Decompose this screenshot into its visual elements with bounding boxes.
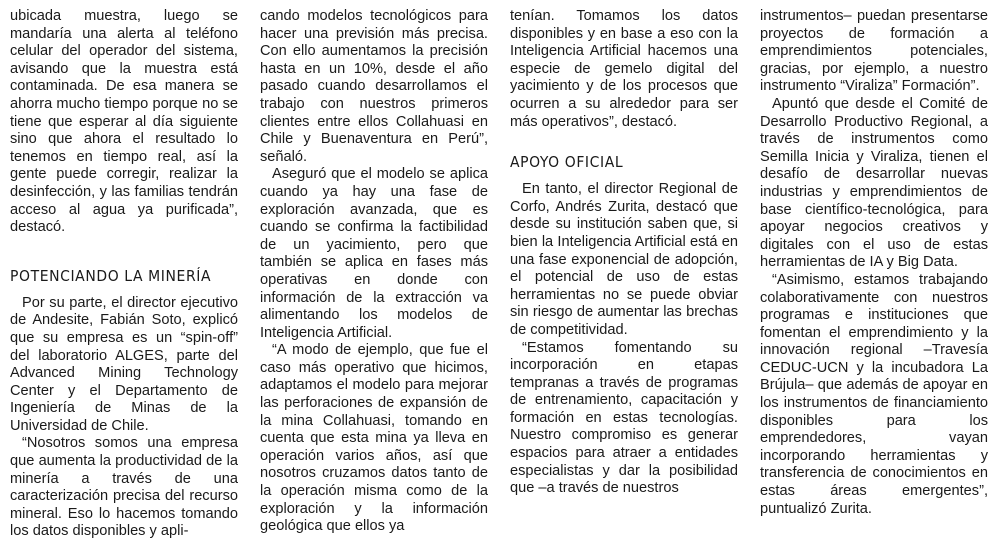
text-column-3 bbox=[510, 8, 738, 497]
paragraph: “Estamos fomentando su incorporación en etapas tempranas a través de programas de entrenamiento, capacitación y formación en estas tecnologías. Nuestro compromiso es generar espacios para atraer a entidades especialistas y dar la posibilidad que –a través de nuestros bbox=[510, 339, 738, 497]
text-column-2 bbox=[260, 8, 488, 535]
paragraph: Apuntó que desde el Comité de Desarrollo Productivo Regional, a través de instrumentos como Semilla Inicia y Viraliza, tienen el desafío de desarrollar nuevas industrias y emprendimientos de base científico-tecnológica, para apoyar negocios creativos y digitales con el uso de estas herramientas de IA y Big Data. bbox=[760, 95, 988, 271]
text-column-4 bbox=[760, 8, 988, 517]
paragraph: “Asimismo, estamos trabajando colaborativamente con nuestros programas e instituciones que fomentan el emprendimiento y la innovación regional –Travesía CEDUC-UCN y la incubadora La Brújula– que además de apoyar en los instrumentos de financiamiento disponibles para los emprendedores, vayan incorporando herramientas y transferencia de conocimientos en estas áreas emergentes”, puntualizó Zurita. bbox=[760, 271, 988, 517]
paragraph: Por su parte, el director ejecutivo de Andesite, Fabián Soto, explicó que su empresa es un “spin-off” del laboratorio ALGES, parte del Advanced Mining Technology Center y el Departamento de Ingeniería de Minas de la Universidad de Chile. bbox=[10, 294, 238, 434]
paragraph: ubicada muestra, luego se mandaría una alerta al teléfono celular del operador del sistema, avisando que la muestra está contaminada. De esa manera se ahorra mucho tiempo porque no se tiene que esperar al día siguiente sino que ahora el resultado lo tenemos en tiempo real, así la gente puede corregir, realizar la desinfección, y las familias tendrán acceso al agua ya purificada”, destacó. bbox=[10, 8, 238, 236]
paragraph: Aseguró que el modelo se aplica cuando ya hay una fase de exploración avanzada, que es cuando se confirma la factibilidad de un yacimiento, pero que también se aplica en fases más operativas en donde con información de la extracción va alimentando los modelos de Inteligencia Artificial. bbox=[260, 166, 488, 341]
section-heading: APOYO OFICIAL bbox=[510, 153, 624, 172]
paragraph: tenían. Tomamos los datos disponibles y en base a eso con la Inteligencia Artificial hacemos una especie de gemelo digital del yacimiento y de los procesos que ocurren a su alrededor para ser más operativos”, destacó. bbox=[510, 8, 738, 130]
paragraph: “Nosotros somos una empresa que aumenta la productividad de la minería a través de una caracterización precisa del recurso mineral. Eso lo hacemos tomando los datos disponibles y apli- bbox=[10, 435, 238, 540]
paragraph: En tanto, el director Regional de Corfo, Andrés Zurita, destacó que desde su institución saben que, si bien la Inteligencia Artificial está en una fase exponencial de adopción, el potencial de uso de estas herramientas no se puede obviar sin riesgo de aumentar las brechas de competitividad. bbox=[510, 181, 738, 338]
paragraph: instrumentos– puedan presentarse proyectos de formación a emprendimientos potenciales, gracias, por ejemplo, a nuestro instrumento “Viraliza” Formación”. bbox=[760, 8, 988, 95]
section-heading: POTENCIANDO LA MINERÍA bbox=[10, 266, 212, 285]
paragraph: cando modelos tecnológicos para hacer una previsión más precisa. Con ello aumentamos la precisión hasta en un 10%, desde el año pasado cuando desarrollamos el trabajo con nuestros primeros clientes entre ellos Collahuasi en Chile y Buenaventura en Perú”, señaló. bbox=[260, 8, 488, 165]
text-column-1 bbox=[10, 8, 238, 540]
paragraph: “A modo de ejemplo, que fue el caso más operativo que hicimos, adaptamos el modelo para mejorar las perforaciones de expansión de la mina Collahuasi, tomando en cuenta que esta mina ya lleva en operación varios años, así que nosotros cruzamos datos tanto de la operación misma como de la exploración y la información geológica que ellos ya bbox=[260, 342, 488, 535]
